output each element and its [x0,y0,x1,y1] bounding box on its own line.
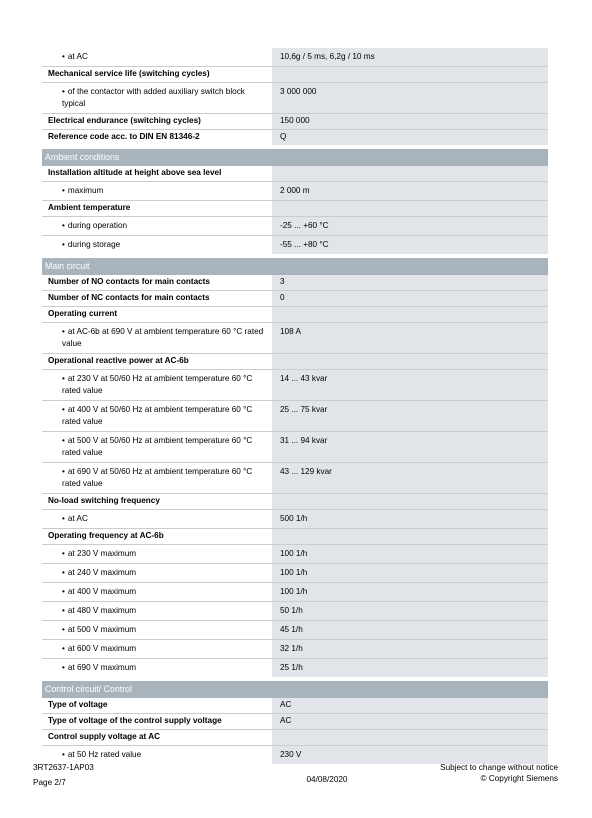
spec-row [42,431,548,462]
spec-value: 3 000 000 [270,83,548,113]
spec-row [42,544,548,563]
spec-value: 108 A [270,323,548,353]
spec-label: • at 500 V at 50/60 Hz at ambient temperature 60 °C rated value [42,432,270,462]
spec-value: 25 1/h [270,659,548,677]
spec-row [42,713,548,729]
spec-value [270,494,548,509]
spec-label: • during operation [42,217,270,235]
spec-label: • at 600 V maximum [42,640,270,658]
spec-label: Number of NO contacts for main contacts [42,275,270,290]
spec-row [42,82,548,113]
section-header: Control circuit/ Control [42,681,548,698]
spec-row [42,166,548,181]
spec-row [42,290,548,306]
spec-value [270,201,548,216]
spec-row [42,48,548,66]
spec-label: Mechanical service life (switching cycles) [42,67,270,82]
spec-row [42,400,548,431]
spec-label: • at 690 V maximum [42,659,270,677]
spec-value: 100 1/h [270,564,548,582]
spec-row [42,200,548,216]
spec-label: • at 690 V at 50/60 Hz at ambient temperature 60 °C rated value [42,463,270,493]
spec-row [42,582,548,601]
footer-date: 04/08/2020 [306,775,348,784]
spec-row [42,235,548,254]
spec-label: • at 240 V maximum [42,564,270,582]
article-number: 3RT2637-1AP03 [33,763,94,772]
spec-value: 43 ... 129 kvar [270,463,548,493]
spec-label: • at 230 V at 50/60 Hz at ambient temperature 60 °C rated value [42,370,270,400]
spec-label: Control supply voltage at AC [42,730,270,745]
spec-value: 100 1/h [270,583,548,601]
spec-label: Ambient temperature [42,201,270,216]
spec-value: 3 [270,275,548,290]
specs-table-continued [42,48,548,145]
spec-value: AC [270,714,548,729]
spec-value [270,730,548,745]
spec-label: • at 230 V maximum [42,545,270,563]
spec-value: 230 V [270,746,548,764]
spec-value: Q [270,130,548,145]
spec-value: 25 ... 75 kvar [270,401,548,431]
change-notice: Subject to change without notice [440,763,558,772]
spec-label: Type of voltage [42,698,270,713]
spec-value [270,166,548,181]
spec-label: • at AC-6b at 690 V at ambient temperature 60 °C rated value [42,323,270,353]
spec-label: • at 400 V maximum [42,583,270,601]
page-number: Page 2/7 [33,778,66,787]
spec-row [42,113,548,129]
spec-row [42,639,548,658]
copyright: © Copyright Siemens [480,774,558,783]
footer-right [440,762,558,784]
spec-label: Type of voltage of the control supply voltage [42,714,270,729]
spec-value: 32 1/h [270,640,548,658]
spec-value [270,529,548,544]
spec-row [42,698,548,713]
spec-label: • at 50 Hz rated value [42,746,270,764]
spec-row [42,620,548,639]
spec-value: 31 ... 94 kvar [270,432,548,462]
spec-label: Operational reactive power at AC-6b [42,354,270,369]
spec-sections [42,149,548,764]
spec-row [42,369,548,400]
spec-value: 2 000 m [270,182,548,200]
section-header: Ambient conditions [42,149,548,166]
spec-label: Operating frequency at AC-6b [42,529,270,544]
spec-label: • maximum [42,182,270,200]
spec-row [42,729,548,745]
spec-value: 10,6g / 5 ms, 6,2g / 10 ms [270,48,548,66]
spec-value: 100 1/h [270,545,548,563]
datasheet [42,48,548,764]
section-rows [42,698,548,764]
spec-label: No-load switching frequency [42,494,270,509]
spec-value [270,67,548,82]
spec-value [270,354,548,369]
spec-label: Number of NC contacts for main contacts [42,291,270,306]
spec-row [42,181,548,200]
spec-label: Reference code acc. to DIN EN 81346-2 [42,130,270,145]
spec-row [42,528,548,544]
spec-value: 0 [270,291,548,306]
section-rows [42,275,548,677]
spec-value: -55 ... +80 °C [270,236,548,254]
spec-label: • at AC [42,48,270,66]
spec-value: 50 1/h [270,602,548,620]
spec-row [42,601,548,620]
section-rows [42,166,548,254]
spec-value: 14 ... 43 kvar [270,370,548,400]
section-header: Main circuit [42,258,548,275]
spec-row [42,658,548,677]
spec-value: AC [270,698,548,713]
spec-label: • during storage [42,236,270,254]
spec-label: • of the contactor with added auxiliary switch block typical [42,83,270,113]
spec-row [42,563,548,582]
spec-row [42,493,548,509]
spec-row [42,509,548,528]
spec-row [42,66,548,82]
spec-label: • at 500 V maximum [42,621,270,639]
spec-value: 500 1/h [270,510,548,528]
spec-label: • at AC [42,510,270,528]
spec-value: -25 ... +60 °C [270,217,548,235]
spec-row [42,306,548,322]
spec-row [42,275,548,290]
spec-row [42,462,548,493]
spec-value [270,307,548,322]
spec-row [42,129,548,145]
spec-value: 150 000 [270,114,548,129]
spec-row [42,353,548,369]
spec-value: 45 1/h [270,621,548,639]
spec-label: Installation altitude at height above sea level [42,166,270,181]
spec-label: Electrical endurance (switching cycles) [42,114,270,129]
spec-row [42,322,548,353]
spec-row [42,216,548,235]
spec-label: Operating current [42,307,270,322]
spec-label: • at 480 V maximum [42,602,270,620]
spec-label: • at 400 V at 50/60 Hz at ambient temperature 60 °C rated value [42,401,270,431]
